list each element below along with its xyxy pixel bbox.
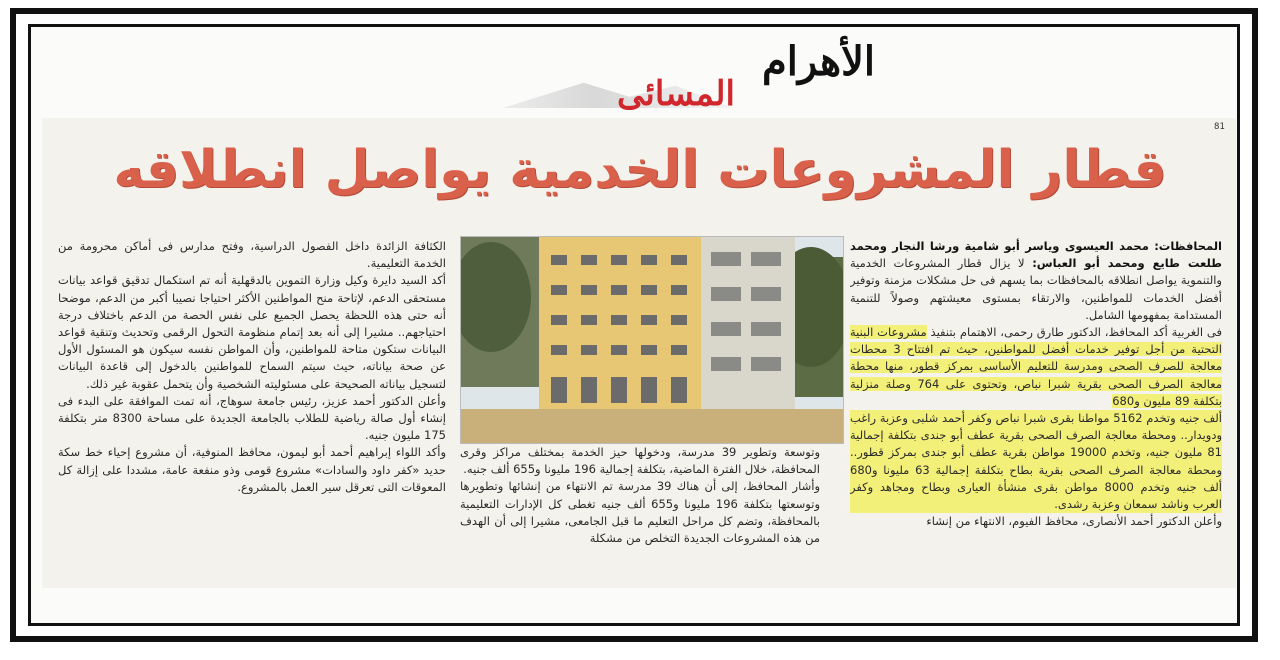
paragraph-schools: وتوسعة وتطوير 39 مدرسة، ودخولها حيز الخدمة بمختلف مراكز وقرى المحافظة، خلال الفترة الماضية، بتكلفة إجمالية 196 مليونا و655 ألف جنيه. xyxy=(460,445,820,477)
paragraph-schools-detail: وأشار المحافظ، إلى أن هناك 39 مدرسة تم الانتهاء من إنشائها وتطويرها وتوسعتها بتكلفة 196 مليونا و655 ألف جنيه تغطى كل الإدارات التعليمية بالمحافظة، وتضم كل مراحل التعليم ما قبل الجامعى، مشيرا إلى أن الهدف من هذه المشروعات الجديدة التخلص من مشكلة xyxy=(460,479,820,546)
highlighted-paragraph: ألف جنيه وتخدم 5162 مواطنا بقرى شبرا نباص وكفر أحمد شلبى وعزبة راغب ودويدار.. ومحطة معالجة الصرف الصحى بقرية عطف أبو جندى بتكلفة إجمالية 81 مليون جنيه، وتخدم 19000 مواطن بقرية عطف أبو جندى بمركز قطور.. ومحطة معالجة الصرف الصحى بقرية بطاح بتكلفة إجمالية 63 مليونا و680 ألف جنيه وتخدم 8000 مواطن بقرى منشأة العيارى وبطاح ومجاهد وكفر العرب وناشد سمعان وعزبة رشدى. xyxy=(850,410,1222,513)
masthead-subtitle: المسائى xyxy=(617,74,735,114)
paragraph-gharbia: فى الغربية أكد المحافظ، الدكتور طارق رحمى، الاهتمام بتنفيذ xyxy=(930,325,1222,340)
paragraph-intro: لا يزال قطار المشروعات الخدمية والتنموية يواصل انطلاقه بالمحافظات بما يسهم فى حل مشكلات مزمنة وتوفير أفضل الخدمات للمواطنين، والارتقاء بمستوى معيشتهم وصولاً للتنمية المستدامة بمفهومها الشامل. xyxy=(850,256,1222,322)
school-building-image xyxy=(461,237,843,443)
building-photo xyxy=(460,236,844,444)
paragraph-menoufia: وأكد اللواء إبراهيم أحمد أبو ليمون، محافظ المنوفية، أن مشروع إحياء خط سكة حديد «كفر داود والسادات» مشروع قومى وذو منفعة عامة، مشددا على إزالة كل المعوقات التى تعرقل سير العمل بالمشروع. xyxy=(58,445,446,494)
masthead-title: الأهرام xyxy=(762,38,875,85)
newspaper-masthead xyxy=(495,38,885,114)
paragraph-sohag: وأعلن الدكتور أحمد عزيز، رئيس جامعة سوهاج، أنه تمت الموافقة على البدء فى إنشاء أول صالة رياضية للطلاب بالجامعة الجديدة على مساحة 8300 متر بتكلفة 175 مليون جنيه. xyxy=(58,393,446,443)
article-column-left xyxy=(58,238,446,580)
page-mark: 81 xyxy=(1214,122,1225,132)
paragraph-fayoum: وأعلن الدكتور أحمد الأنصارى، محافظ الفيوم، الانتهاء من إنشاء xyxy=(926,514,1222,529)
highlighted-text: مشروعات البنية التحتية من أجل توفير خدمات أفضل للمواطنين، حيث تم افتتاح 3 محطات معالجة للصرف الصحى ومدرسة للتعليم الأساسى بمركز قطور، منها محطة معالجة الصرف الصحى بقرية شبرا نباص، وتحتوى على 764 وصلة منزلية بتكلفة 89 مليون و680 xyxy=(850,325,1222,408)
article-headline: قطار المشروعات الخدمية يواصل انطلاقه xyxy=(113,140,1167,200)
paragraph-density: الكثافة الزائدة داخل الفصول الدراسية، وفتح مدارس فى أماكن محرومة من الخدمة التعليمية. xyxy=(58,239,446,271)
paragraph-supply: أكد السيد دايرة وكيل وزارة التموين بالدقهلية أنه تم استكمال تدقيق قواعد بيانات مستحقى الدعم، لإتاحة منح المواطنين الأكثر احتياجا نصيبا أكبر من الدعم، موضحا أنه حتى هذه اللحظة يحصل الجميع على نفس الحصة من الدعم باختلاف درجة احتياجهم.. مشيرا إلى أنه بعد إتمام منظومة التحول الرقمى وتحديث وتنقية قواعد البيانات ستكون متاحة للمواطنين، وأن المواطن نفسه سيكون هو المسئول الأول عن صحة بياناته، حيث سيتم السماح للمواطنين بالدخول إلى قاعدة البيانات لتسجيل بياناته الصحيحة على مسئوليته الشخصية وأن يتحمل عقوبة غير ذلك. xyxy=(58,273,446,391)
article-column-middle xyxy=(460,444,820,584)
article-byline: المحافظات: محمد العيسوى وياسر أبو شامية ورشا النجار ومحمد طلعت طايع ومحمد أبو العباس: xyxy=(850,239,1222,271)
article-column-right xyxy=(850,238,1222,580)
